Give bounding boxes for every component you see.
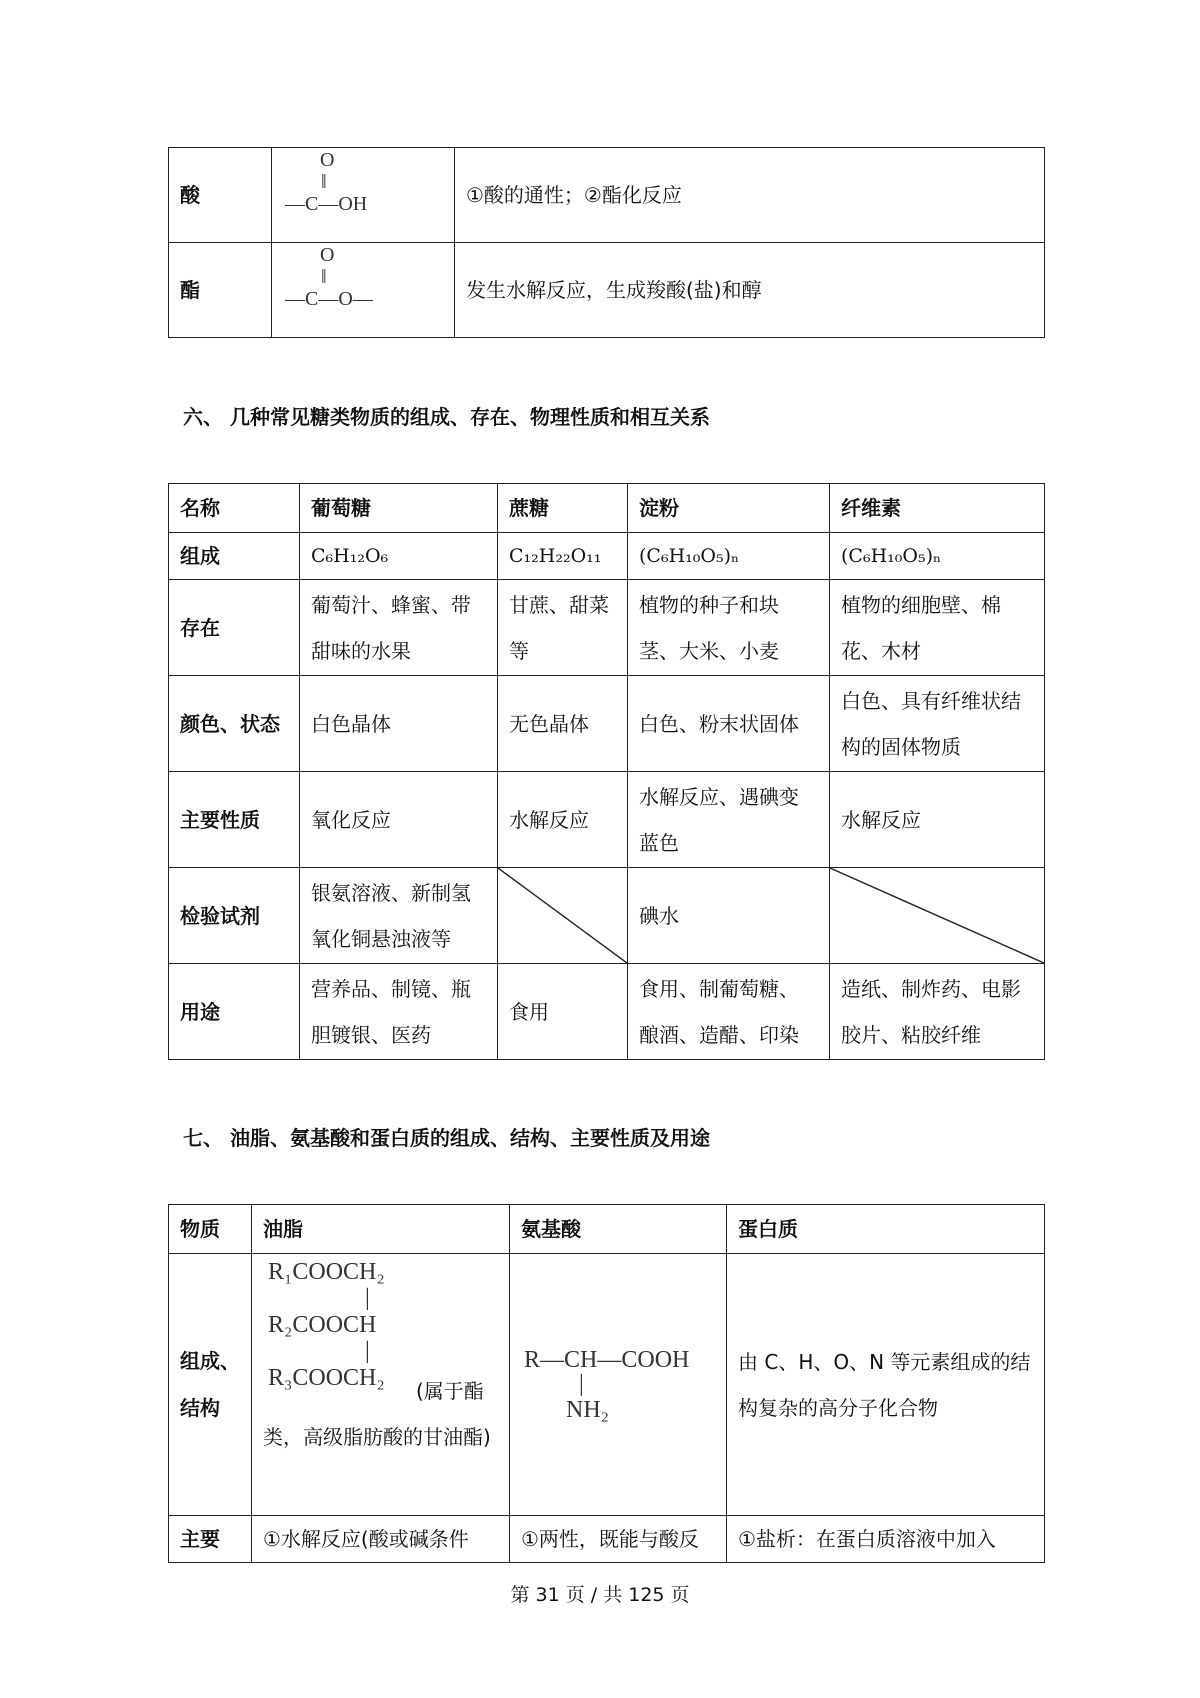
table-row xyxy=(169,1254,1045,1516)
group-name: 酸 xyxy=(169,148,272,243)
table-cell: ①水解反应(酸或碱条件 xyxy=(252,1516,510,1563)
table-cell: (C₆H₁₀O₅)ₙ xyxy=(628,533,830,580)
table-row xyxy=(169,868,1045,964)
table-row xyxy=(169,964,1045,1060)
table-cell: 水解反应 xyxy=(830,772,1045,868)
amino-acid-structure-cell xyxy=(510,1254,727,1516)
table-cell: 无色晶体 xyxy=(498,676,628,772)
header-cell: 物质 xyxy=(169,1205,252,1254)
page-footer: 第 31 页 / 共 125 页 xyxy=(510,1584,690,1606)
header-cell: 葡萄糖 xyxy=(300,484,498,533)
row-label: 组成 xyxy=(169,533,300,580)
row-label: 用途 xyxy=(169,964,300,1060)
table-cell: 氧化反应 xyxy=(300,772,498,868)
header-cell: 名称 xyxy=(169,484,300,533)
group-properties: 发生水解反应，生成羧酸(盐)和醇 xyxy=(455,243,1045,338)
carbohydrate-table xyxy=(168,483,1045,1060)
header-cell: 蛋白质 xyxy=(727,1205,1045,1254)
table-cell: (C₆H₁₀O₅)ₙ xyxy=(830,533,1045,580)
header-cell: 氨基酸 xyxy=(510,1205,727,1254)
group-name: 酯 xyxy=(169,243,272,338)
table-cell: 甘蔗、甜菜等 xyxy=(498,580,628,676)
section-7-heading: 七、 油脂、氨基酸和蛋白质的组成、结构、主要性质及用途 xyxy=(183,1126,710,1150)
table-row xyxy=(169,243,1045,338)
table-cell: 造纸、制炸药、电影胶片、粘胶纤维 xyxy=(830,964,1045,1060)
diagonal-slash-cell xyxy=(498,868,628,964)
header-cell: 油脂 xyxy=(252,1205,510,1254)
table-cell: 白色、粉末状固体 xyxy=(628,676,830,772)
table-cell: 植物的种子和块茎、大米、小麦 xyxy=(628,580,830,676)
protein-description: 由 C、H、O、N 等元素组成的结构复杂的高分子化合物 xyxy=(727,1254,1045,1516)
triglyceride-structure: R₁COOCH₂ | R₂COOCH | R₃COOCH₂ xyxy=(268,1259,385,1391)
functional-group-table xyxy=(168,147,1045,338)
table-cell: 葡萄汁、蜂蜜、带甜味的水果 xyxy=(300,580,498,676)
table-cell: 银氨溶液、新制氢氧化铜悬浊液等 xyxy=(300,868,498,964)
table-cell: 碘水 xyxy=(628,868,830,964)
header-cell: 纤维素 xyxy=(830,484,1045,533)
table-cell: ①盐析：在蛋白质溶液中加入 xyxy=(727,1516,1045,1563)
row-label: 主要性质 xyxy=(169,772,300,868)
table-row xyxy=(169,580,1045,676)
table-cell: 营养品、制镜、瓶胆镀银、医药 xyxy=(300,964,498,1060)
table-cell: 水解反应 xyxy=(498,772,628,868)
amino-acid-structure: R—CH—COOH | NH₂ xyxy=(524,1346,690,1423)
fat-note: (属于酯类，高级脂肪酸的甘油酯) xyxy=(263,1379,491,1449)
table-cell: 白色、具有纤维状结构的固体物质 xyxy=(830,676,1045,772)
table-row xyxy=(169,148,1045,243)
group-properties: ①酸的通性；②酯化反应 xyxy=(455,148,1045,243)
header-cell: 蔗糖 xyxy=(498,484,628,533)
section-6-heading: 六、 几种常见糖类物质的组成、存在、物理性质和相互关系 xyxy=(183,405,710,429)
table-row xyxy=(169,676,1045,772)
table-row xyxy=(169,772,1045,868)
table-row xyxy=(169,533,1045,580)
structural-formula: O ‖ —C—OH xyxy=(272,148,455,243)
row-label: 存在 xyxy=(169,580,300,676)
table-cell: C₁₂H₂₂O₁₁ xyxy=(498,533,628,580)
row-label: 组成、结构 xyxy=(169,1254,252,1516)
table-cell: 食用 xyxy=(498,964,628,1060)
row-label: 主要 xyxy=(169,1516,252,1563)
table-row xyxy=(169,1516,1045,1563)
row-label: 颜色、状态 xyxy=(169,676,300,772)
table-header-row xyxy=(169,1205,1045,1254)
table-cell: 食用、制葡萄糖、酿酒、造醋、印染 xyxy=(628,964,830,1060)
table-cell: 植物的细胞壁、棉花、木材 xyxy=(830,580,1045,676)
table-cell: 水解反应、遇碘变蓝色 xyxy=(628,772,830,868)
table-cell: 白色晶体 xyxy=(300,676,498,772)
table-cell: C₆H₁₂O₆ xyxy=(300,533,498,580)
table-cell: ①两性，既能与酸反 xyxy=(510,1516,727,1563)
diagonal-slash-cell xyxy=(830,868,1045,964)
lipid-protein-table xyxy=(168,1204,1045,1563)
header-cell: 淀粉 xyxy=(628,484,830,533)
structural-formula: O ‖ —C—O— xyxy=(272,243,455,338)
row-label: 检验试剂 xyxy=(169,868,300,964)
table-header-row xyxy=(169,484,1045,533)
fat-structure-cell xyxy=(252,1254,510,1516)
